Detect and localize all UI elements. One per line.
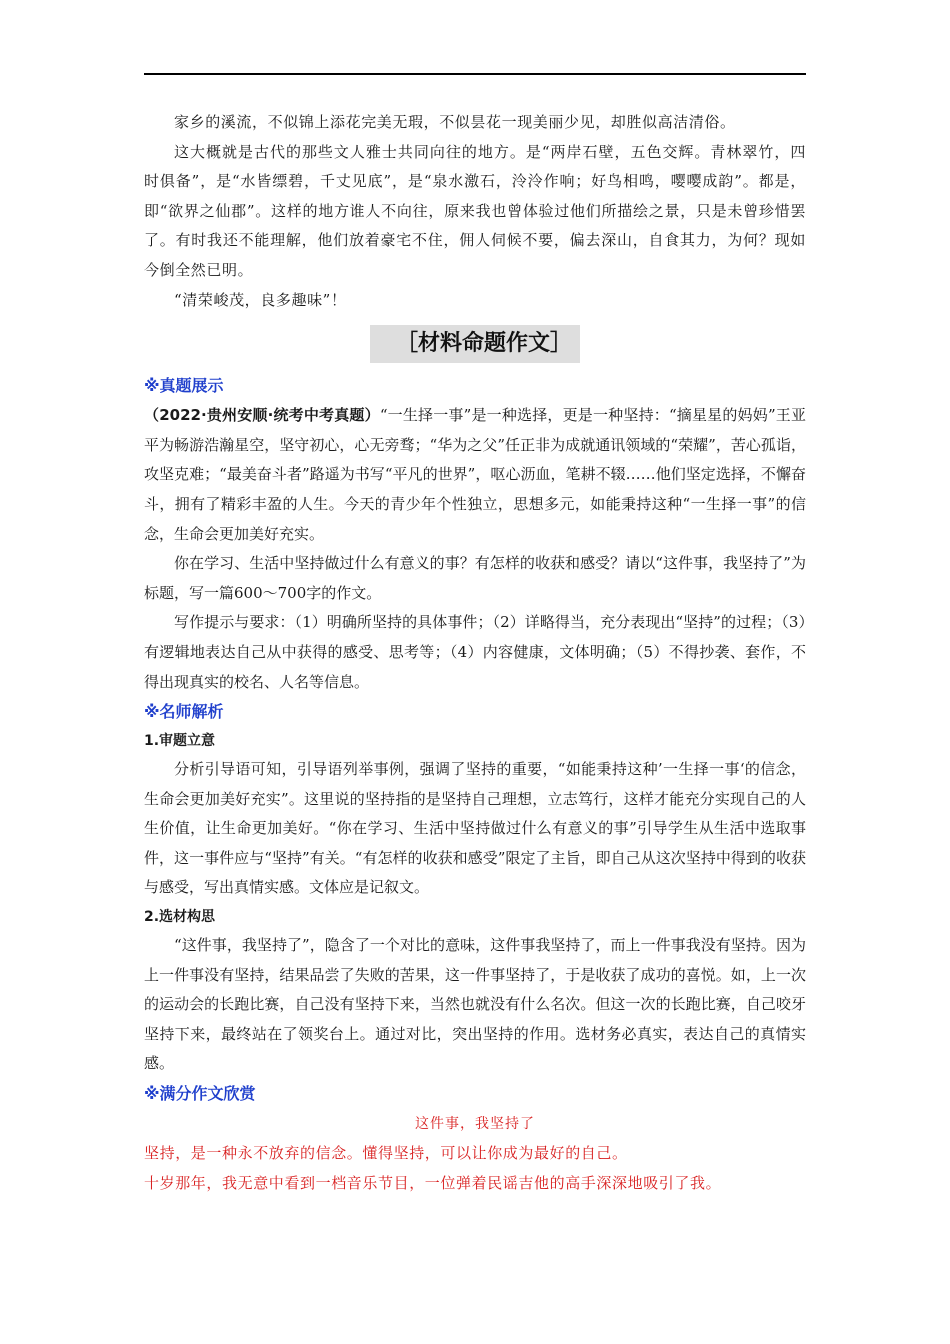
passage-paragraph-3: “清荣峻茂，良多趣味”！ (174, 290, 347, 309)
zhenti-material (144, 401, 806, 549)
analysis-heading: ※名师解析 (144, 702, 224, 722)
passage-paragraph-1: 家乡的溪流，不似锦上添花完美无瑕，不似昙花一现美丽少见，却胜似高洁清俗。 (174, 113, 736, 131)
analysis-text-2: “这件事，我坚持了”，隐含了一个对比的意味，这件事我坚持了，而上一件事我没有坚持。因为上一件事没有坚持，结果品尝了失败的苦果，这一件事坚持了，于是收获了成功的喜悦。如，上一次的运动会的长跑比赛，自己没有坚持下来，当然也就没有什么名次。但这一次的长跑比赛，自己咬牙坚持下来，最终站在了领奖台上。通过对比，突出坚持的作用。选材务必真实，表达自己的真情实感。 (144, 936, 806, 1073)
document-page (144, 108, 806, 1198)
essay-title: 这件事，我坚持了 (415, 1116, 535, 1133)
essay-paragraph-2: 十岁那年，我无意中看到一档音乐节目，一位弹着民谣吉他的高手深深地吸引了我。 (144, 1173, 722, 1192)
zhenti-heading: ※真题展示 (144, 376, 224, 396)
zhenti-source: （2022·贵州安顺·统考中考真题） (144, 406, 380, 425)
analysis-text-1: 分析引导语可知，引导语列举事例，强调了坚持的重要，“如能秉持这种’一生择一事‘的信念，生命会更加美好充实”。这里说的坚持指的是坚持自己理想，立志笃行，这样才能充分实现自己的人生价值，让生命更加美好。“你在学习、生活中坚持做过什么有意义的事”引导学生从生活中选取事件，这一事件应与“坚持”有关。“有怎样的收获和感受”限定了主旨，即自己从这次坚持中得到的收获与感受，写出真情实感。文体应是记叙文。 (144, 760, 806, 897)
zhenti-prompt: 你在学习、生活中坚持做过什么有意义的事？有怎样的收获和感受？请以“这件事，我坚持了”为标题，写一篇600～700字的作文。 (144, 554, 806, 602)
essay-paragraph-1: 坚持，是一种永不放弃的信念。懂得坚持，可以让你成为最好的自己。 (144, 1144, 628, 1163)
analysis-subheading-1: 1.审题立意 (144, 733, 216, 750)
zhenti-material-text: “一生择一事”是一种选择，更是一种坚持：“摘星星的妈妈”王亚平为畅游浩瀚星空，坚守初心，心无旁骛；“华为之父”任正非为成就通讯领域的“荣耀”，苦心孤诣，攻坚克难；“最美奋斗者”路遥为书写“平凡的世界”，呕心沥血，笔耕不辍……他们坚定选择，不懈奋斗，拥有了精彩丰盈的人生。今天的青少年个性独立，思想多元，如能秉持这种“一生择一事”的信念，生命会更加美好充实。 (144, 406, 806, 543)
passage-paragraph-2: 这大概就是古代的那些文人雅士共同向往的地方。是“两岸石壁，五色交辉。青林翠竹，四时俱备”，是“水皆缥碧，千丈见底”，是“泉水激石，泠泠作响；好鸟相鸣，嘤嘤成韵”。都是，即“欲界之仙郡”。这样的地方谁人不向往，原来我也曾体验过他们所描绘之景，只是未曾珍惜罢了。有时我还不能理解，他们放着豪宅不住，佣人伺候不要，偏去深山，自食其力，为何？现如今倒全然已明。 (144, 142, 806, 279)
analysis-subheading-2: 2.选材构思 (144, 909, 216, 926)
header-rule (144, 73, 806, 75)
section-title-text: ［材料命题作文］ (370, 325, 580, 363)
essay-heading: ※满分作文欣赏 (144, 1084, 256, 1104)
section-title (144, 325, 806, 363)
zhenti-requirements: 写作提示与要求：（1）明确所坚持的具体事件；（2）详略得当，充分表现出“坚持”的过程；（3）有逻辑地表达自己从中获得的感受、思考等；（4）内容健康，文体明确；（5）不得抄袭、套作，不得出现真实的校名、人名等信息。 (144, 613, 806, 691)
